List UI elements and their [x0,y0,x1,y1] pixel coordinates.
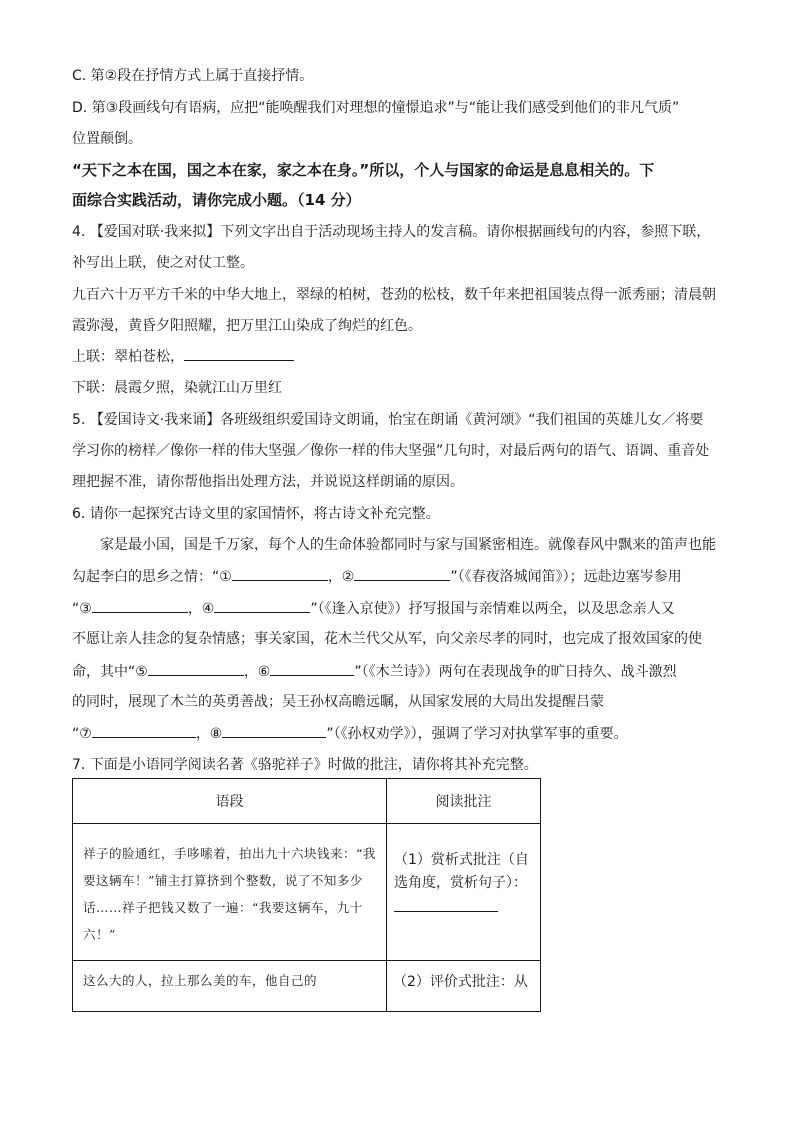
blank-5[interactable] [148,661,244,676]
header-passage: 语段 [73,779,387,824]
blank-4[interactable] [214,598,310,613]
q6-text: ，② [327,569,355,585]
q4-upper-couplet [72,346,294,367]
table-row [73,824,541,961]
header-notes: 阅读批注 [387,779,541,824]
q6-text: ”（《木兰诗》）两句在表现战争的旷日持久、战斗激烈 [354,664,677,680]
q6-para-line7 [72,723,628,744]
note-answer-blank[interactable] [394,897,498,912]
q5-line1: 5. 【爱国诗文·我来诵】各班级组织爱国诗文朗诵，怡宝在朗诵《黄河颂》“我们祖国的英雄儿女／将要 [72,412,704,428]
passage-cell: 祥子的脸通红，手哆嗦着，拍出九十六块钱来：“我要这辆车！”铺主打算挤到个整数，说了不知多少话……祥子把钱又数了一遍：“我要这辆车，九十六！” [73,824,387,961]
q6-text: ”（《孙权劝学》），强调了学习对执掌军事的重要。 [326,726,628,742]
q4-line2: 补写出上联，使之对仗工整。 [72,255,254,271]
annotation-table [72,778,541,1012]
q4-line4: 霞弥漫，黄昏夕阳照耀，把万里江山染成了绚烂的红色。 [72,318,422,334]
upper-couplet-label: 上联：翠柏苍松， [72,349,184,365]
blank-7[interactable] [92,723,196,738]
q6-text: ，⑥ [243,664,271,680]
blank-1[interactable] [232,566,328,581]
blank-8[interactable] [222,723,326,738]
q6-text: ”（《春夜洛城闻笛》）；远赴边塞岑参用 [450,569,682,585]
q6-para-line4: 不愿让亲人挂念的复杂情感；事关家国，花木兰代父从军，向父亲尽孝的同时，也完成了报效国家的使 [72,631,702,647]
q6-title: 6. 请你一起探究古诗文里的家国情怀，将古诗文补充完整。 [72,506,440,522]
q6-text: “③ [72,601,92,617]
q5-line2: 学习你的榜样／像你一样的伟大坚强／像你一样的伟大坚强”几句时，对最后两句的语气、语调、重音处 [72,443,710,459]
q6-para-line5 [72,661,677,682]
option-d-line1: D. 第③段画线句有语病，应把“能唤醒我们对理想的憧憬追求”与“能让我们感受到他们的非凡气质” [72,100,680,116]
q6-para-line3 [72,598,675,619]
option-c: C. 第②段在抒情方式上属于直接抒情。 [72,68,314,84]
q6-text: 勾起李白的思乡之情：“① [72,569,232,585]
q4-line3: 九百六十万平方千米的中华大地上，翠绿的柏树，苍劲的松枝，数千年来把祖国装点得一派秀丽；清晨朝 [72,287,716,303]
note-cell [387,824,541,961]
q5-line3: 理把握不准，请你帮他指出处理方法，并说说这样朗诵的原因。 [72,474,464,490]
q4-line1: 4. 【爱国对联·我来拟】下列文字出自于活动现场主持人的发言稿。请你根据画线句的内容，参照下联， [72,224,711,240]
note-cell: （2）评价式批注：从 [387,961,541,1012]
q6-para-line2 [72,566,682,587]
note-prompt [388,825,539,920]
q6-text: 命，其中“⑤ [72,664,148,680]
section-intro-line2: 面综合实践活动，请你完成小题。（14 分） [72,191,361,209]
table-row [73,961,541,1012]
q4-lower-couplet: 下联：晨霞夕照，染就江山万里红 [72,380,282,396]
note-text: （1）赏析式批注（自选角度，赏析句子）： [394,852,529,891]
q7-title: 7. 下面是小语同学阅读名著《骆驼祥子》时做的批注，请你将其补充完整。 [72,757,538,773]
blank-2[interactable] [354,566,450,581]
q6-text: ”（《逢入京使》）抒写报国与亲情难以两全，以及思念亲人又 [310,601,675,617]
section-intro-line1: “天下之本在国，国之本在家，家之本在身。”所以，个人与国家的命运是息息相关的。下 [72,161,655,179]
blank-3[interactable] [92,598,188,613]
q6-text: “⑦ [72,726,92,742]
q6-text: ，⑧ [195,726,223,742]
q6-para-line6: 的同时，展现了木兰的英勇善战；吴王孙权高瞻远瞩，从国家发展的大局出发提醒吕蒙 [72,694,604,710]
option-d-line2: 位置颠倒。 [72,131,142,147]
table-header-row [73,779,541,824]
passage-cell: 这么大的人，拉上那么美的车，他自己的 [73,961,387,1012]
q6-text: ，④ [187,601,215,617]
blank-6[interactable] [270,661,354,676]
upper-couplet-blank[interactable] [184,346,294,361]
q6-para-line1: 家是最小国，国是千万家，每个人的生命体验都同时与家与国紧密相连。就像春风中飘来的笛声也能 [100,537,716,553]
